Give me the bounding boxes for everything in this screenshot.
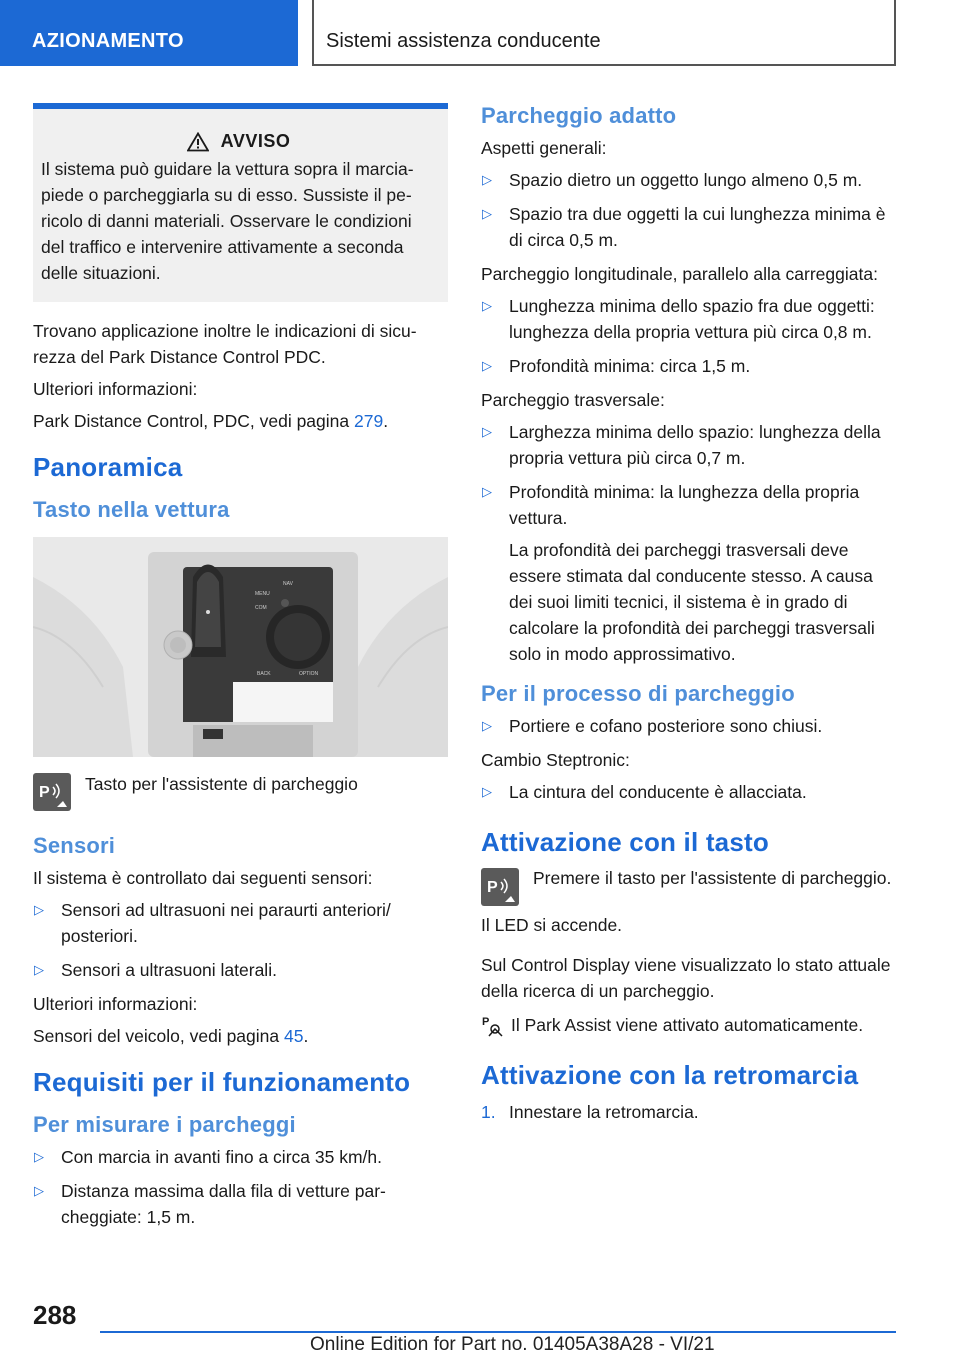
park-assist-text: Il Park Assist viene attivato automaticamente. <box>511 1015 864 1035</box>
tasto-caption: Tasto per l'assistente di parcheggio <box>85 774 358 794</box>
triangle-right-icon: ▷ <box>482 172 492 187</box>
triangle-right-icon: ▷ <box>482 206 492 221</box>
page-header <box>0 0 960 68</box>
longitudinale-label: Parcheggio longitudinale, parallelo alla carreggiata: <box>481 264 878 284</box>
list-item-text: Con marcia in avanti fino a circa 35 km/h. <box>61 1147 382 1167</box>
list-item-text: Spazio tra due oggetti la cui lunghezza minima è di circa 0,5 m. <box>509 204 886 250</box>
sensori-intro: Il sistema è controllato dai seguenti sensori: <box>33 868 373 888</box>
topic-title: Sistemi assistenza conducente <box>312 0 896 66</box>
list-item-text: Sensori ad ultrasuoni nei paraurti anteriori/ posteriori. <box>61 900 391 946</box>
footer-divider <box>100 1331 896 1333</box>
list-item <box>481 201 896 253</box>
parking-assist-icon <box>33 773 71 811</box>
menu-label: MENU <box>255 591 270 597</box>
sensor-reference <box>33 1023 448 1049</box>
warning-box <box>33 103 448 302</box>
list-item <box>33 1144 448 1170</box>
list-item-text: Spazio dietro un oggetto lungo almeno 0,5 m. <box>509 170 863 190</box>
triangle-right-icon: ▷ <box>482 718 492 733</box>
longitudinale-list <box>481 293 896 379</box>
processo-list <box>481 713 896 739</box>
heading-tasto: Tasto nella vettura <box>33 497 230 522</box>
heading-panoramica: Panoramica <box>33 452 183 482</box>
trasversale-list <box>481 419 896 667</box>
triangle-right-icon: ▷ <box>482 358 492 373</box>
warning-text: Il sistema può guidare la vettura sopra il marciapiede o parcheggiarla su di esso. Sussiste il pericolo di danni materiali. Osservare le condizioni del traffico e intervenire attivamente a seconda delle situazioni. <box>41 159 414 283</box>
list-item <box>33 1178 448 1230</box>
triangle-right-icon: ▷ <box>482 784 492 799</box>
led-text: Il LED si accende. <box>481 915 623 935</box>
triangle-right-icon: ▷ <box>482 298 492 313</box>
left-column <box>33 103 448 1238</box>
svg-text:P: P <box>39 784 50 801</box>
page-link-279[interactable]: 279 <box>353 411 384 431</box>
heading-processo: Per il processo di parcheggio <box>481 681 795 706</box>
sensor-reference-text: Sensori del veicolo, vedi pagina <box>33 1026 284 1046</box>
more-info-label: Ulteriori informazioni: <box>33 994 198 1014</box>
heading-requisiti: Requisiti per il funzionamento <box>33 1067 411 1097</box>
list-item-text: Portiere e cofano posteriore sono chiusi. <box>509 716 823 736</box>
list-item <box>33 897 448 949</box>
svg-text:P: P <box>482 1016 490 1028</box>
parking-assist-icon <box>481 868 519 906</box>
park-assist-row <box>481 1012 896 1044</box>
list-item <box>481 1099 896 1125</box>
attivazione-row <box>481 868 896 906</box>
misurare-list <box>33 1144 448 1230</box>
triangle-right-icon: ▷ <box>482 424 492 439</box>
heading-misurare: Per misurare i parcheggi <box>33 1112 296 1137</box>
pdc-reference-text: Park Distance Control, PDC, vedi pagina <box>33 411 354 431</box>
tasto-caption-row <box>33 773 448 811</box>
console-illustration <box>33 537 448 757</box>
list-item <box>481 353 896 379</box>
right-column <box>481 103 896 1125</box>
list-item-text: Innestare la retromarcia. <box>509 1102 699 1122</box>
heading-sensori: Sensori <box>33 833 116 858</box>
warning-header <box>41 131 436 152</box>
list-item <box>481 713 896 739</box>
triangle-right-icon: ▷ <box>482 484 492 499</box>
list-item-text: Larghezza minima dello spazio: lunghezza della propria vettura più circa 0,7 m. <box>509 422 881 468</box>
sensor-reference-end: . <box>303 1026 309 1046</box>
list-item-text: Profondità minima: la lunghezza della propria vettura. <box>509 482 860 528</box>
svg-text:P: P <box>487 879 498 896</box>
warning-title: AVVISO <box>220 131 291 151</box>
steptronic-list <box>481 779 896 805</box>
triangle-right-icon: ▷ <box>34 1149 44 1164</box>
heading-attivazione-tasto: Attivazione con il tasto <box>481 827 769 857</box>
back-label: BACK <box>257 671 271 677</box>
pdc-reference-end: . <box>383 411 389 431</box>
list-item <box>33 957 448 983</box>
com-label: COM <box>255 605 267 611</box>
generali-label: Aspetti generali: <box>481 138 607 158</box>
page-number: 288 <box>33 1300 77 1330</box>
list-item <box>481 779 896 805</box>
list-item-text: La cintura del conducente è allacciata. <box>509 782 807 802</box>
sensori-list <box>33 897 448 983</box>
list-item <box>481 167 896 193</box>
triangle-right-icon: ▷ <box>34 1183 44 1198</box>
pdc-reference <box>33 408 448 434</box>
retro-steps <box>481 1099 896 1125</box>
triangle-right-icon: ▷ <box>34 962 44 977</box>
attivazione-text: Premere il tasto per l'assistente di parcheggio. <box>533 868 892 888</box>
generali-list <box>481 167 896 253</box>
list-item-text: Distanza massima dalla fila di vetture parcheggiate: 1,5 m. <box>61 1181 386 1227</box>
warning-triangle-icon <box>187 132 209 152</box>
park-assist-indicator-icon <box>481 1014 503 1038</box>
list-item <box>481 419 896 471</box>
display-text: Sul Control Display viene visualizzato lo stato attuale della ricerca di un parcheggio. <box>481 955 891 1001</box>
steptronic-label: Cambio Steptronic: <box>481 750 630 770</box>
triangle-right-icon: ▷ <box>34 902 44 917</box>
list-item-text: Lunghezza minima dello spazio fra due oggetti: lunghezza della propria vettura più circa 0,8 m. <box>509 296 875 342</box>
trasversale-note: La profondità dei parcheggi trasversali deve essere stimata dal conducente stesso. A causa dei suoi limiti tecnici, il sistema è in grado di calcolare la profondità dei parcheggi trasversali solo in modo approssimativo. <box>509 540 875 664</box>
console-photo <box>33 537 448 757</box>
heading-adatto: Parcheggio adatto <box>481 103 677 128</box>
list-item <box>481 293 896 345</box>
trasversale-label: Parcheggio trasversale: <box>481 390 665 410</box>
page-link-45[interactable]: 45 <box>284 1026 304 1046</box>
safety-note: Trovano applicazione inoltre le indicazioni di sicurezza del Park Distance Control PDC. <box>33 321 417 367</box>
list-item <box>481 479 896 667</box>
step-number: 1. <box>481 1102 496 1122</box>
more-info-label: Ulteriori informazioni: <box>33 379 198 399</box>
list-item-text: Sensori a ultrasuoni laterali. <box>61 960 277 980</box>
nav-label: NAV <box>283 581 293 587</box>
option-label: OPTION <box>299 671 319 677</box>
heading-attivazione-retro: Attivazione con la retromarcia <box>481 1060 859 1090</box>
edition-info: Online Edition for Part no. 01405A38A28 - VI/21 <box>310 1334 715 1355</box>
section-title: AZIONAMENTO <box>0 0 298 66</box>
list-item-text: Profondità minima: circa 1,5 m. <box>509 356 751 376</box>
